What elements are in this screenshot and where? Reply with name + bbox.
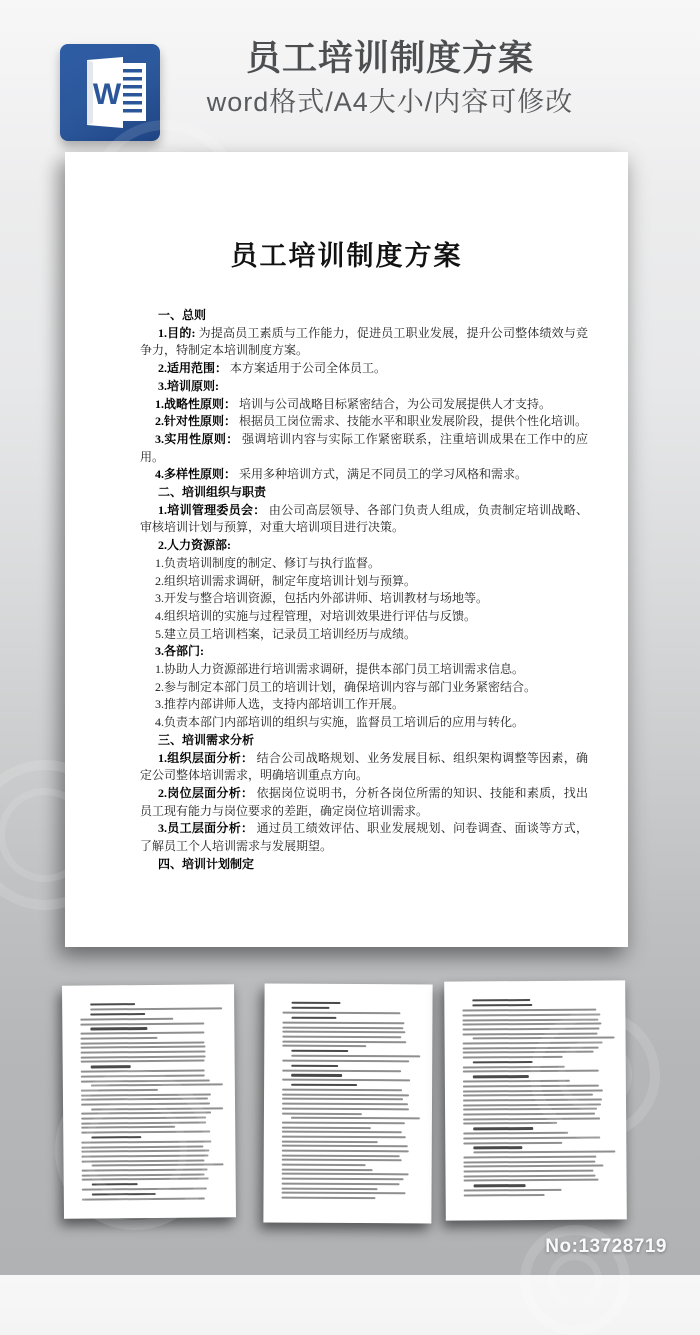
doc-paragraph: 1.协助人力资源部进行培训需求调研，提供本部门员工培训需求信息。 (155, 662, 525, 677)
thumbnail-line (292, 1055, 420, 1058)
thumbnail-line (473, 1075, 529, 1078)
thumbnail-line (282, 1159, 402, 1162)
thumbnail-line (464, 1189, 562, 1192)
serial-number: No:13728719 (545, 1236, 667, 1257)
thumbnail-line (81, 1154, 208, 1157)
doc-section-heading: 三、培训需求分析 (158, 732, 255, 747)
thumbnail-line (463, 1136, 600, 1139)
doc-paragraph: 1.组织层面分析： 结合公司战略规划、业务发展目标、组织架构调整等因素，确定公司整体培训需求，明确培训重点方向。 (140, 750, 588, 783)
doc-paragraph: 4.负责本部门内部培训的组织与实施，监督员工培训后的应用与转化。 (155, 715, 525, 730)
thumbnail-line (292, 1002, 340, 1005)
document-title: 员工培训制度方案 (230, 241, 463, 271)
doc-paragraph: 4.组织培训的实施与过程管理，对培训效果进行评估与反馈。 (155, 608, 477, 623)
doc-paragraph: 2.岗位层面分析： 依据岗位说明书，分析各岗位所需的知识、技能和素质，找出员工现有能力与岗位要求的差距，确定岗位培训需求。 (140, 785, 588, 818)
thumbnail-line (282, 1079, 410, 1082)
header-title: 员工培训制度方案 (245, 39, 534, 78)
thumbnail-line (473, 1004, 533, 1007)
thumbnail-line (81, 1121, 206, 1124)
thumbnail-line (81, 1131, 210, 1134)
thumbnail-line (463, 1070, 599, 1073)
thumbnail-line (82, 1159, 205, 1162)
thumbnail-line (291, 1084, 356, 1087)
doc-section-heading: 一、总则 (158, 308, 207, 322)
thumbnail-line (292, 1064, 339, 1067)
thumbnail-line (80, 1037, 157, 1040)
thumbnail-line (463, 1051, 594, 1054)
thumbnail-line (82, 1173, 205, 1176)
thumbnail-line (282, 1012, 400, 1015)
thumbnail-line (81, 1046, 206, 1049)
thumbnail-line (462, 1013, 600, 1016)
thumbnail-line (463, 1165, 603, 1168)
header-subtitle: word格式/A4大小/内容可修改 (206, 87, 574, 117)
header-text (80, 38, 700, 120)
thumbnail-line (463, 1080, 570, 1083)
thumbnail-line (81, 1074, 205, 1077)
thumbnail-line (82, 1188, 207, 1191)
thumbnail-line (90, 1007, 222, 1010)
doc-section-heading: 二、培训组织与职责 (158, 485, 267, 500)
thumbnail-line (81, 1079, 210, 1082)
thumbnail-line (80, 1041, 204, 1044)
thumbnail-line (282, 1154, 400, 1157)
thumbnail-line (91, 1183, 137, 1186)
thumbnail-line (282, 1187, 378, 1190)
doc-paragraph: 5.建立员工培训档案，记录员工培训经历与成绩。 (155, 626, 417, 641)
thumbnail-line (464, 1194, 545, 1197)
thumbnail-line (463, 1032, 598, 1035)
word-icon-letter: W (92, 78, 122, 111)
thumbnail-line (292, 1074, 343, 1077)
thumbnail-line (81, 1117, 206, 1120)
doc-paragraph: 2.适用范围： 本方案适用于公司全体员工。 (158, 361, 387, 376)
thumbnail-line (463, 1099, 602, 1102)
doc-paragraph: 1.培训管理委员会： 由公司高层领导、各部门负责人组成，负责制定培训战略、审核培训计划与预算，对重大培训项目进行决策。 (140, 502, 588, 535)
doc-paragraph: 2.人力资源部: (158, 538, 231, 553)
page-thumbnail-4[interactable] (444, 980, 627, 1220)
doc-section-heading: 四、培训计划制定 (158, 856, 255, 871)
thumbnail-line (81, 1060, 205, 1063)
thumbnail-line (81, 1112, 211, 1115)
header (0, 0, 700, 150)
thumbnail-line (463, 1103, 601, 1106)
thumbnail-line (81, 1070, 205, 1073)
thumbnail-line (81, 1140, 211, 1143)
thumbnail-line (91, 1084, 223, 1087)
thumbnail-line (282, 1040, 406, 1043)
thumbnail-line (282, 1059, 409, 1062)
page-thumbnail-2[interactable] (62, 984, 236, 1218)
doc-paragraph: 3.推荐内部讲师人选，支持内部培训工作开展。 (155, 697, 405, 712)
thumbnail-line (463, 1122, 557, 1125)
thumbnail-line (292, 1007, 330, 1010)
thumbnail-line (282, 1178, 404, 1181)
thumbnail-line (463, 1089, 603, 1092)
thumbnail-line (81, 1089, 158, 1092)
thumbnail-line (462, 1027, 599, 1030)
thumbnail-line (463, 1170, 593, 1173)
thumbnail-line (91, 1164, 223, 1167)
thumbnail-line (473, 1061, 533, 1064)
thumbnail-line (462, 1023, 601, 1026)
thumbnail-line (81, 1150, 209, 1153)
thumbnail-line (282, 1022, 404, 1025)
thumbnail-line (463, 1041, 603, 1044)
thumbnail-line (282, 1168, 373, 1170)
doc-paragraph: 4.多样性原则： 采用多种培训方式，满足不同员工的学习风格和需求。 (155, 467, 528, 482)
thumbnail-line (90, 1003, 136, 1006)
thumbnail-line (463, 1046, 599, 1049)
thumbnail-line (282, 1145, 408, 1148)
thumbnail-line (463, 1160, 595, 1163)
thumbnail-line (82, 1169, 208, 1172)
thumbnail-line (90, 1065, 130, 1068)
thumbnail-line (90, 1027, 148, 1030)
thumbnail-line (282, 1122, 405, 1125)
thumbnail-line (463, 1108, 597, 1111)
thumbnail-line (463, 1156, 596, 1159)
thumbnail-line (80, 1018, 173, 1021)
doc-paragraph: 3.实用性原则： 强调培训内容与实际工作紧密联系，注重培训成果在工作中的应用。 (140, 431, 588, 464)
thumbnail-line (91, 1136, 141, 1139)
thumbnail-line (81, 1093, 211, 1096)
thumbnail-line (82, 1197, 205, 1200)
thumbnail-line (474, 1146, 523, 1149)
thumbnail-line (463, 1132, 568, 1135)
thumbnail-line (81, 1145, 203, 1148)
thumbnail-line (82, 1178, 209, 1181)
thumbnail-text-lines (264, 984, 433, 1200)
thumbnail-line (463, 1094, 593, 1097)
thumbnail-line (473, 999, 531, 1002)
page-thumbnail-3[interactable] (263, 984, 432, 1224)
thumbnail-line (91, 1107, 224, 1110)
thumbnail-line (80, 1032, 204, 1035)
thumbnail-line (282, 1069, 401, 1072)
thumbnail-line (464, 1179, 599, 1182)
thumbnail-line (463, 1141, 562, 1144)
thumbnail-line (463, 1117, 600, 1120)
thumbnail-line (282, 1150, 409, 1153)
doc-paragraph: 3.开发与整合培训资源，包括内外部讲师、培训教材与场地等。 (155, 591, 489, 606)
thumbnail-line (282, 1197, 376, 1199)
thumbnail-line (474, 1151, 615, 1154)
thumbnail-line (282, 1031, 405, 1034)
thumbnail-line (282, 1108, 409, 1111)
thumbnail-line (81, 1055, 206, 1058)
thumbnail-line (292, 1050, 349, 1053)
doc-paragraph: 2.针对性原则： 根据员工岗位需求、技能水平和职业发展阶段，提供个性化培训。 (155, 414, 588, 429)
thumbnail-line (282, 1136, 406, 1139)
thumbnail-line (282, 1089, 402, 1092)
thumbnail-line (464, 1174, 596, 1177)
thumbnail-line (282, 1192, 406, 1195)
thumbnail-line (282, 1093, 409, 1096)
thumbnail-line (463, 1113, 595, 1116)
thumbnail-line (90, 1013, 146, 1016)
thumbnail-line (282, 1173, 409, 1176)
thumbnail-line (282, 1112, 362, 1114)
thumbnail-text-lines (444, 980, 626, 1196)
thumbnail-line (282, 1140, 378, 1143)
thumbnail-line (473, 1037, 614, 1040)
thumbnail-line (463, 1084, 599, 1087)
doc-paragraph: 2.参与制定本部门员工的培训计划，确保培训内容与部门业务紧密结合。 (155, 679, 537, 694)
thumbnail-line (282, 1103, 408, 1106)
doc-paragraph: 1.目的: 为提高员工素质与工作能力，促进员工职业发展，提升公司整体绩效与竞争力，特制定本培训制度方案。 (140, 325, 588, 358)
thumbnail-line (282, 1164, 366, 1166)
thumbnail-line (463, 1066, 565, 1069)
thumbnail-line (282, 1131, 402, 1134)
doc-paragraph: 3.培训原则: (158, 378, 219, 393)
thumbnail-line (282, 1126, 371, 1128)
thumbnail-line (291, 1117, 420, 1120)
thumbnail-line (81, 1102, 210, 1105)
thumbnail-line (91, 1193, 155, 1196)
thumbnail-line (282, 1036, 401, 1039)
thumbnail-line (81, 1126, 175, 1129)
thumbnail-line (462, 1018, 598, 1021)
thumbnail-text-lines (62, 984, 236, 1200)
thumbnail-line (462, 1009, 596, 1012)
thumbnail-line (282, 1026, 403, 1029)
thumbnail-line (282, 1045, 366, 1047)
doc-paragraph: 3.各部门: (155, 644, 204, 659)
thumbnail-line (474, 1184, 526, 1187)
doc-body (65, 307, 628, 874)
thumbnail-line (81, 1051, 206, 1054)
doc-paragraph: 2.组织培训需求调研，制定年度培训计划与预算。 (155, 573, 417, 588)
main-document-preview (65, 152, 628, 947)
thumbnail-line (282, 1098, 403, 1101)
thumbnail-line (473, 1127, 532, 1130)
doc-paragraph: 1.战略性原则： 培训与公司战略目标紧密结合，为公司发展提供人才支持。 (155, 396, 552, 411)
thumbnail-line (282, 1183, 400, 1186)
doc-paragraph: 1.负责培训制度的制定、修订与执行监督。 (155, 555, 381, 570)
thumbnail-line (463, 1056, 563, 1059)
doc-paragraph: 3.员工层面分析： 通过员工绩效评估、职业发展规划、问卷调查、面谈等方式，了解员工个人培训需求与发展期望。 (140, 821, 588, 854)
thumbnail-line (292, 1017, 337, 1020)
thumbnail-line (81, 1098, 208, 1101)
thumbnail-line (80, 1022, 204, 1025)
